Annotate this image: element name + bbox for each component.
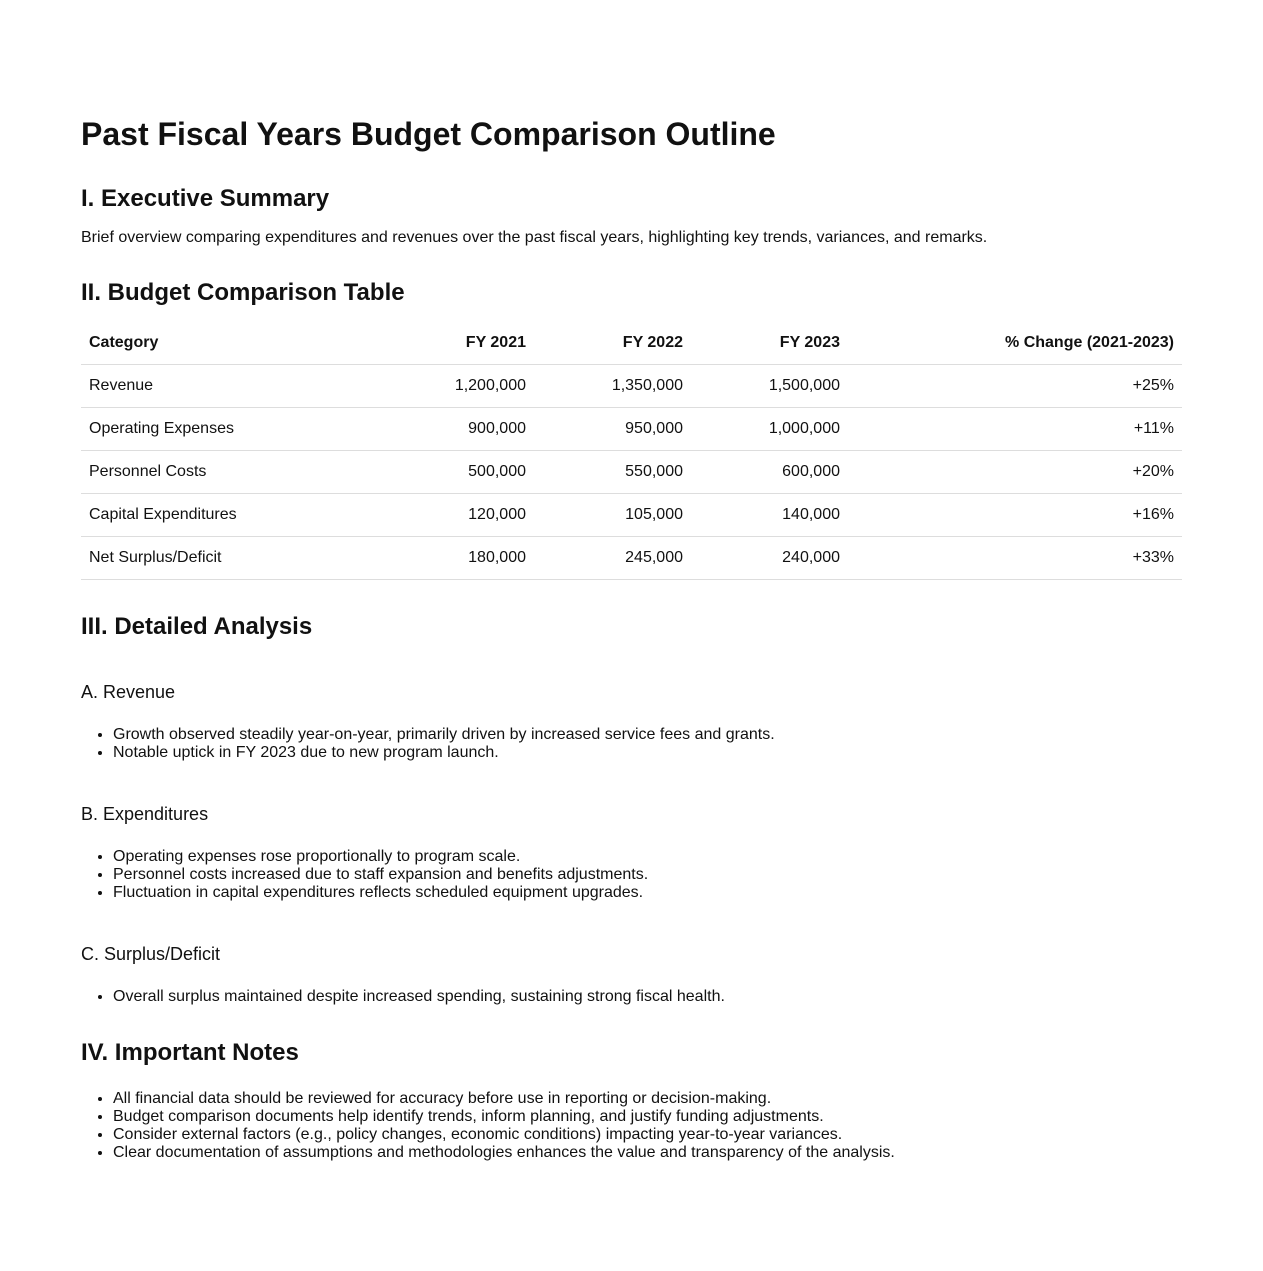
detailed-analysis-heading: III. Detailed Analysis xyxy=(81,613,313,640)
executive-summary-text: Brief overview comparing expenditures and revenues over the past fiscal years, highlighting key trends, variances, and remarks. xyxy=(81,229,988,246)
table-row xyxy=(81,451,1182,494)
list-item: • Growth observed steadily year-on-year, primarily driven by increased service fees and grants. xyxy=(113,726,775,744)
list-item: • Overall surplus maintained despite increased spending, sustaining strong fiscal health. xyxy=(113,988,725,1006)
budget-table-heading: II. Budget Comparison Table xyxy=(81,279,405,306)
surplus-deficit-bullet-list xyxy=(81,988,725,1006)
table-cell-category: Personnel Costs xyxy=(81,451,381,494)
table-cell-category: Capital Expenditures xyxy=(81,494,381,537)
list-item: • Budget comparison documents help identify trends, inform planning, and justify funding adjustments. xyxy=(113,1108,895,1126)
table-cell-fy2021: 1,200,000 xyxy=(381,365,534,408)
table-cell-fy2022: 1,350,000 xyxy=(534,365,691,408)
table-cell-fy2021: 120,000 xyxy=(381,494,534,537)
table-cell-fy2021: 900,000 xyxy=(381,408,534,451)
table-cell-fy2021: 180,000 xyxy=(381,537,534,580)
column-header-fy2023: FY 2023 xyxy=(691,322,848,365)
table-row xyxy=(81,494,1182,537)
table-cell-category: Revenue xyxy=(81,365,381,408)
table-cell-fy2023: 140,000 xyxy=(691,494,848,537)
table-cell-category: Operating Expenses xyxy=(81,408,381,451)
revenue-subheading: A. Revenue xyxy=(81,682,176,702)
list-item: • Consider external factors (e.g., policy changes, economic conditions) impacting year-to-year variances. xyxy=(113,1126,895,1144)
column-header-fy2022: FY 2022 xyxy=(534,322,691,365)
list-item: • Notable uptick in FY 2023 due to new program launch. xyxy=(113,744,775,762)
table-cell-fy2023: 1,500,000 xyxy=(691,365,848,408)
table-row xyxy=(81,537,1182,580)
list-item: • Operating expenses rose proportionally to program scale. xyxy=(113,848,648,866)
table-cell-fy2022: 550,000 xyxy=(534,451,691,494)
page-title: Past Fiscal Years Budget Comparison Outline xyxy=(81,116,776,152)
table-cell-percent-change: +25% xyxy=(848,365,1182,408)
list-item: • Clear documentation of assumptions and methodologies enhances the value and transparency of the analysis. xyxy=(113,1144,895,1162)
table-cell-percent-change: +33% xyxy=(848,537,1182,580)
table-cell-fy2022: 105,000 xyxy=(534,494,691,537)
table-cell-percent-change: +11% xyxy=(848,408,1182,451)
expenditures-subheading: B. Expenditures xyxy=(81,804,209,824)
table-cell-fy2023: 1,000,000 xyxy=(691,408,848,451)
list-item: • Personnel costs increased due to staff expansion and benefits adjustments. xyxy=(113,866,648,884)
budget-comparison-table xyxy=(81,322,1182,580)
table-cell-fy2021: 500,000 xyxy=(381,451,534,494)
table-cell-fy2023: 240,000 xyxy=(691,537,848,580)
table-cell-fy2022: 245,000 xyxy=(534,537,691,580)
revenue-bullet-list xyxy=(81,726,775,762)
table-row xyxy=(81,365,1182,408)
column-header-category: Category xyxy=(81,322,381,365)
table-cell-percent-change: +16% xyxy=(848,494,1182,537)
important-notes-bullet-list xyxy=(81,1090,895,1162)
important-notes-heading: IV. Important Notes xyxy=(81,1039,299,1066)
table-row xyxy=(81,408,1182,451)
table-cell-fy2022: 950,000 xyxy=(534,408,691,451)
column-header-percent-change: % Change (2021-2023) xyxy=(848,322,1182,365)
table-cell-category: Net Surplus/Deficit xyxy=(81,537,381,580)
list-item: • All financial data should be reviewed for accuracy before use in reporting or decision-making. xyxy=(113,1090,895,1108)
table-header-row xyxy=(81,322,1182,365)
expenditures-bullet-list xyxy=(81,848,648,902)
surplus-deficit-subheading: C. Surplus/Deficit xyxy=(81,944,221,964)
column-header-fy2021: FY 2021 xyxy=(381,322,534,365)
list-item: • Fluctuation in capital expenditures reflects scheduled equipment upgrades. xyxy=(113,884,648,902)
table-cell-fy2023: 600,000 xyxy=(691,451,848,494)
table-cell-percent-change: +20% xyxy=(848,451,1182,494)
executive-summary-heading: I. Executive Summary xyxy=(81,185,330,212)
